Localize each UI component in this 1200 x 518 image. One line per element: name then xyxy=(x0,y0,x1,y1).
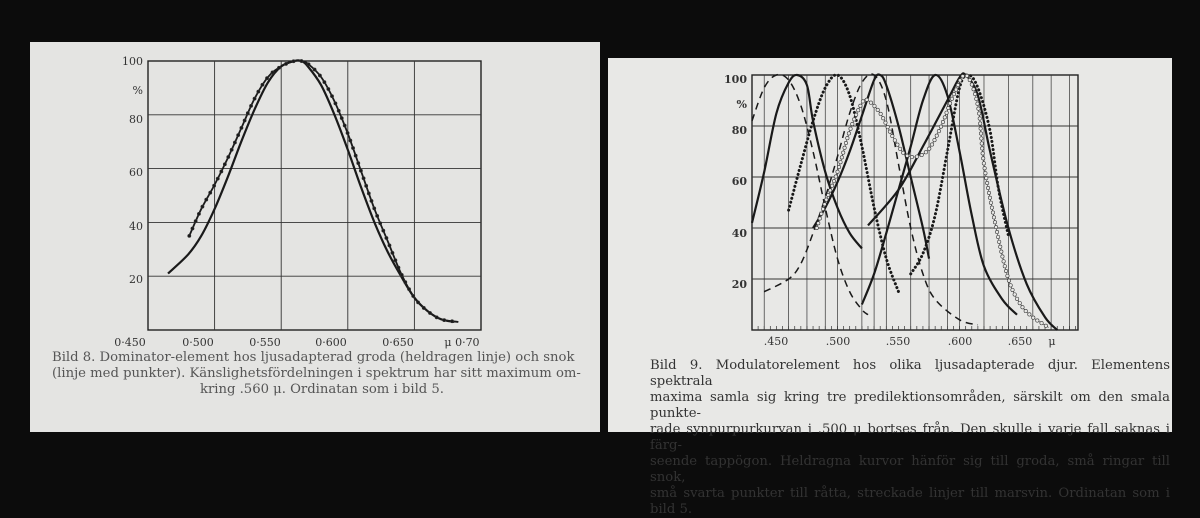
data-point-marker xyxy=(292,60,295,63)
data-point-marker xyxy=(861,100,864,103)
y-tick-label: 20 xyxy=(731,278,747,291)
data-point-marker xyxy=(979,132,982,135)
data-point-marker xyxy=(869,101,872,104)
data-point-marker xyxy=(1018,301,1021,304)
y-tick-label: 100 xyxy=(724,73,747,86)
data-point-marker xyxy=(1009,284,1012,287)
data-point-marker xyxy=(201,205,204,208)
data-point-marker xyxy=(1007,279,1010,282)
data-point-marker xyxy=(337,109,340,112)
data-point-marker xyxy=(999,245,1002,248)
data-point-marker xyxy=(859,104,862,107)
caption-line: små svarta punkter till råtta, streckade linjer till marsvin. Ordinatan som i bild 5. xyxy=(650,486,1170,517)
data-point-marker xyxy=(394,259,397,262)
data-point-marker xyxy=(359,169,362,172)
data-point-marker xyxy=(886,125,889,128)
data-point-marker xyxy=(351,146,354,149)
data-point-marker xyxy=(978,117,981,120)
data-point-marker xyxy=(1040,321,1043,324)
caption-line: seende tappögon. Heldragna kurvor hänför sig till groda, små ringar till snok, xyxy=(650,454,1170,485)
data-point-marker xyxy=(977,112,980,115)
data-point-marker xyxy=(354,154,357,157)
data-point-marker xyxy=(888,130,891,133)
data-point-marker xyxy=(975,97,978,100)
data-point-marker xyxy=(947,106,950,109)
data-point-marker xyxy=(854,113,857,116)
y-tick-label: % xyxy=(736,98,747,111)
caption-bild-8 xyxy=(52,350,592,398)
x-tick-label: 0·500 xyxy=(182,336,214,349)
data-point-marker xyxy=(233,141,236,144)
y-tick-label: 60 xyxy=(129,166,143,179)
data-point-marker xyxy=(834,175,837,178)
data-point-marker xyxy=(253,97,256,100)
data-point-marker xyxy=(980,137,983,140)
caption-line: rade synpurpurkurvan i .500 μ bortses från. Den skulle i varje fall saknas i färg- xyxy=(650,422,1170,453)
data-point-marker xyxy=(943,116,946,119)
data-point-marker xyxy=(941,120,944,123)
data-point-marker xyxy=(879,112,882,115)
data-point-marker xyxy=(840,156,843,159)
data-point-marker xyxy=(986,186,989,189)
data-point-marker xyxy=(265,77,268,80)
data-point-marker xyxy=(367,192,370,195)
data-point-marker xyxy=(873,104,876,107)
data-point-marker xyxy=(843,146,846,149)
data-point-marker xyxy=(987,191,990,194)
data-point-marker xyxy=(837,165,840,168)
x-tick-label: μ xyxy=(1048,335,1056,348)
data-point-marker xyxy=(385,236,388,239)
data-point-marker xyxy=(815,226,818,229)
data-point-marker xyxy=(928,147,931,150)
data-point-marker xyxy=(307,63,310,66)
data-point-marker xyxy=(825,198,828,201)
data-point-marker xyxy=(988,196,991,199)
data-point-marker xyxy=(844,141,847,144)
data-point-marker xyxy=(240,126,243,129)
data-point-marker xyxy=(939,125,942,128)
y-tick-label: 100 xyxy=(122,55,143,68)
data-point-marker xyxy=(216,177,219,180)
data-point-marker xyxy=(910,155,913,158)
data-point-marker xyxy=(313,68,316,71)
data-point-marker xyxy=(1004,269,1007,272)
series-line-råtta-1 xyxy=(789,75,899,292)
data-point-marker xyxy=(1021,306,1024,309)
chart-1 xyxy=(114,55,481,349)
data-point-marker xyxy=(194,220,197,223)
data-point-marker xyxy=(191,227,194,230)
data-point-marker xyxy=(995,230,998,233)
data-point-marker xyxy=(905,154,908,157)
x-tick-label: .650 xyxy=(1007,335,1033,348)
data-point-marker xyxy=(985,176,988,179)
data-point-marker xyxy=(400,273,403,276)
x-tick-label: 0·600 xyxy=(315,336,347,349)
data-point-marker xyxy=(407,288,410,291)
data-point-marker xyxy=(884,121,887,124)
data-point-marker xyxy=(340,117,343,120)
data-point-marker xyxy=(994,225,997,228)
data-point-marker xyxy=(980,142,983,145)
data-point-marker xyxy=(1001,255,1004,258)
data-point-marker xyxy=(435,316,438,319)
y-tick-label: 40 xyxy=(731,227,747,240)
data-point-marker xyxy=(227,155,230,158)
x-tick-label: 0·550 xyxy=(249,336,281,349)
data-point-marker xyxy=(343,124,346,127)
data-point-marker xyxy=(849,127,852,130)
data-point-marker xyxy=(930,143,933,146)
data-point-marker xyxy=(827,193,830,196)
series-line-snok-linje-med-punkter- xyxy=(189,60,458,321)
data-point-marker xyxy=(1036,319,1039,322)
data-point-marker xyxy=(968,78,971,81)
data-point-marker xyxy=(842,151,845,154)
data-point-marker xyxy=(972,88,975,91)
x-tick-label: .450 xyxy=(763,335,789,348)
data-point-marker xyxy=(330,95,333,98)
data-point-marker xyxy=(996,235,999,238)
data-point-marker xyxy=(978,122,981,125)
data-point-marker xyxy=(188,234,191,237)
data-point-marker xyxy=(851,122,854,125)
data-point-marker xyxy=(197,212,200,215)
data-point-marker xyxy=(346,131,349,134)
data-point-marker xyxy=(954,88,957,91)
data-point-marker xyxy=(948,102,951,105)
caption-line: (linje med punkter). Känslighetsfördelningen i spektrum har sitt maximum om- xyxy=(52,366,581,381)
plot-frame xyxy=(148,61,481,330)
x-tick-label: .600 xyxy=(947,335,973,348)
data-point-marker xyxy=(984,172,987,175)
data-point-marker xyxy=(976,102,979,105)
data-point-marker xyxy=(412,294,415,297)
data-point-marker xyxy=(300,59,303,62)
data-point-marker xyxy=(1015,297,1018,300)
data-point-marker xyxy=(902,151,905,154)
data-point-marker xyxy=(376,214,379,217)
data-point-marker xyxy=(818,217,821,220)
data-point-marker xyxy=(416,301,419,304)
data-point-marker xyxy=(958,79,961,82)
data-point-marker xyxy=(935,134,938,137)
data-point-marker xyxy=(847,132,850,135)
caption-line: Bild 8. Dominator-element hos ljusadapterad groda (heldragen linje) och snok xyxy=(52,350,575,365)
data-point-marker xyxy=(450,320,453,323)
chart-2 xyxy=(724,73,1078,348)
data-point-marker xyxy=(852,118,855,121)
data-point-marker xyxy=(937,129,940,132)
data-point-marker xyxy=(856,109,859,112)
data-point-marker xyxy=(945,111,948,114)
data-point-marker xyxy=(997,240,1000,243)
data-point-marker xyxy=(382,229,385,232)
data-point-marker xyxy=(828,189,831,192)
x-tick-label: .500 xyxy=(825,335,851,348)
data-point-marker xyxy=(362,177,365,180)
x-tick-label: 0·650 xyxy=(382,336,414,349)
data-point-marker xyxy=(284,62,287,65)
data-point-marker xyxy=(257,90,260,93)
data-point-marker xyxy=(404,281,407,284)
data-point-marker xyxy=(212,184,215,187)
data-point-marker xyxy=(373,207,376,210)
data-point-marker xyxy=(820,212,823,215)
data-point-marker xyxy=(1000,250,1003,253)
data-point-marker xyxy=(832,179,835,182)
data-point-marker xyxy=(956,83,959,86)
data-point-marker xyxy=(821,207,824,210)
data-point-marker xyxy=(891,134,894,137)
data-point-marker xyxy=(823,203,826,206)
data-point-marker xyxy=(1024,309,1027,312)
data-point-marker xyxy=(980,147,983,150)
data-point-marker xyxy=(989,201,992,204)
data-point-marker xyxy=(836,170,839,173)
data-point-marker xyxy=(983,167,986,170)
data-point-marker xyxy=(952,92,955,95)
data-point-marker xyxy=(1013,293,1016,296)
data-point-marker xyxy=(327,87,330,90)
data-point-marker xyxy=(237,134,240,137)
y-tick-label: 80 xyxy=(731,124,747,137)
data-point-marker xyxy=(990,206,993,209)
data-point-marker xyxy=(993,221,996,224)
data-point-marker xyxy=(220,170,223,173)
data-point-marker xyxy=(370,199,373,202)
data-point-marker xyxy=(915,155,918,158)
data-point-marker xyxy=(973,92,976,95)
y-tick-label: 20 xyxy=(129,273,143,286)
data-point-marker xyxy=(839,161,842,164)
data-point-marker xyxy=(876,108,879,111)
data-point-marker xyxy=(323,81,326,84)
data-point-marker xyxy=(881,117,884,120)
data-point-marker xyxy=(924,151,927,154)
data-point-marker xyxy=(223,163,226,166)
data-point-marker xyxy=(357,162,360,165)
data-point-marker xyxy=(982,162,985,165)
data-point-marker xyxy=(230,148,233,151)
data-point-marker xyxy=(950,97,953,100)
data-point-marker xyxy=(397,266,400,269)
data-point-marker xyxy=(1011,288,1014,291)
data-point-marker xyxy=(205,198,208,201)
data-point-marker xyxy=(979,127,982,130)
x-tick-label: μ 0·70 xyxy=(444,336,480,349)
data-point-marker xyxy=(1044,324,1047,327)
data-point-marker xyxy=(243,119,246,122)
data-point-marker xyxy=(965,74,968,77)
data-point-marker xyxy=(933,138,936,141)
data-point-marker xyxy=(830,184,833,187)
data-point-marker xyxy=(428,311,431,314)
y-tick-label: 40 xyxy=(129,220,143,233)
data-point-marker xyxy=(379,222,382,225)
data-point-marker xyxy=(261,83,264,86)
data-point-marker xyxy=(443,318,446,321)
data-point-marker xyxy=(977,107,980,110)
series-line-groda-4 xyxy=(868,73,1057,330)
data-point-marker xyxy=(896,143,899,146)
data-point-marker xyxy=(846,136,849,139)
data-point-marker xyxy=(817,222,820,225)
data-point-marker xyxy=(981,152,984,155)
data-point-marker xyxy=(992,216,995,219)
caption-line: Bild 9. Modulatorelement hos olika ljusadapterade djur. Elementens spektrala xyxy=(650,358,1170,389)
data-point-marker xyxy=(920,153,923,156)
data-point-marker xyxy=(1006,274,1009,277)
data-point-marker xyxy=(209,191,212,194)
data-point-marker xyxy=(1003,264,1006,267)
caption-line: kring .560 μ. Ordinatan som i bild 5. xyxy=(199,382,445,397)
data-point-marker xyxy=(246,112,249,115)
data-point-marker xyxy=(970,83,973,86)
caption-bild-9 xyxy=(650,358,1170,518)
y-tick-label: % xyxy=(132,84,143,97)
data-point-marker xyxy=(865,98,868,101)
data-point-marker xyxy=(1032,316,1035,319)
data-point-marker xyxy=(1002,260,1005,263)
data-point-marker xyxy=(365,184,368,187)
data-point-marker xyxy=(249,104,252,107)
data-point-marker xyxy=(985,181,988,184)
data-point-marker xyxy=(277,66,280,69)
data-point-marker xyxy=(391,251,394,254)
data-point-marker xyxy=(334,102,337,105)
data-point-marker xyxy=(893,139,896,142)
data-point-marker xyxy=(991,211,994,214)
data-point-marker xyxy=(898,147,901,150)
data-point-marker xyxy=(349,139,352,142)
x-tick-label: .550 xyxy=(885,335,911,348)
data-point-marker xyxy=(981,157,984,160)
data-point-marker xyxy=(961,74,964,77)
y-tick-label: 80 xyxy=(129,113,143,126)
data-point-marker xyxy=(1028,313,1031,316)
data-point-marker xyxy=(318,74,321,77)
caption-line: maxima samla sig kring tre predilektionsområden, särskilt om den smala punkte- xyxy=(650,390,1170,421)
data-point-marker xyxy=(271,71,274,74)
data-point-marker xyxy=(422,306,425,309)
data-point-marker xyxy=(388,244,391,247)
x-tick-label: 0·450 xyxy=(114,336,146,349)
y-tick-label: 60 xyxy=(731,175,747,188)
